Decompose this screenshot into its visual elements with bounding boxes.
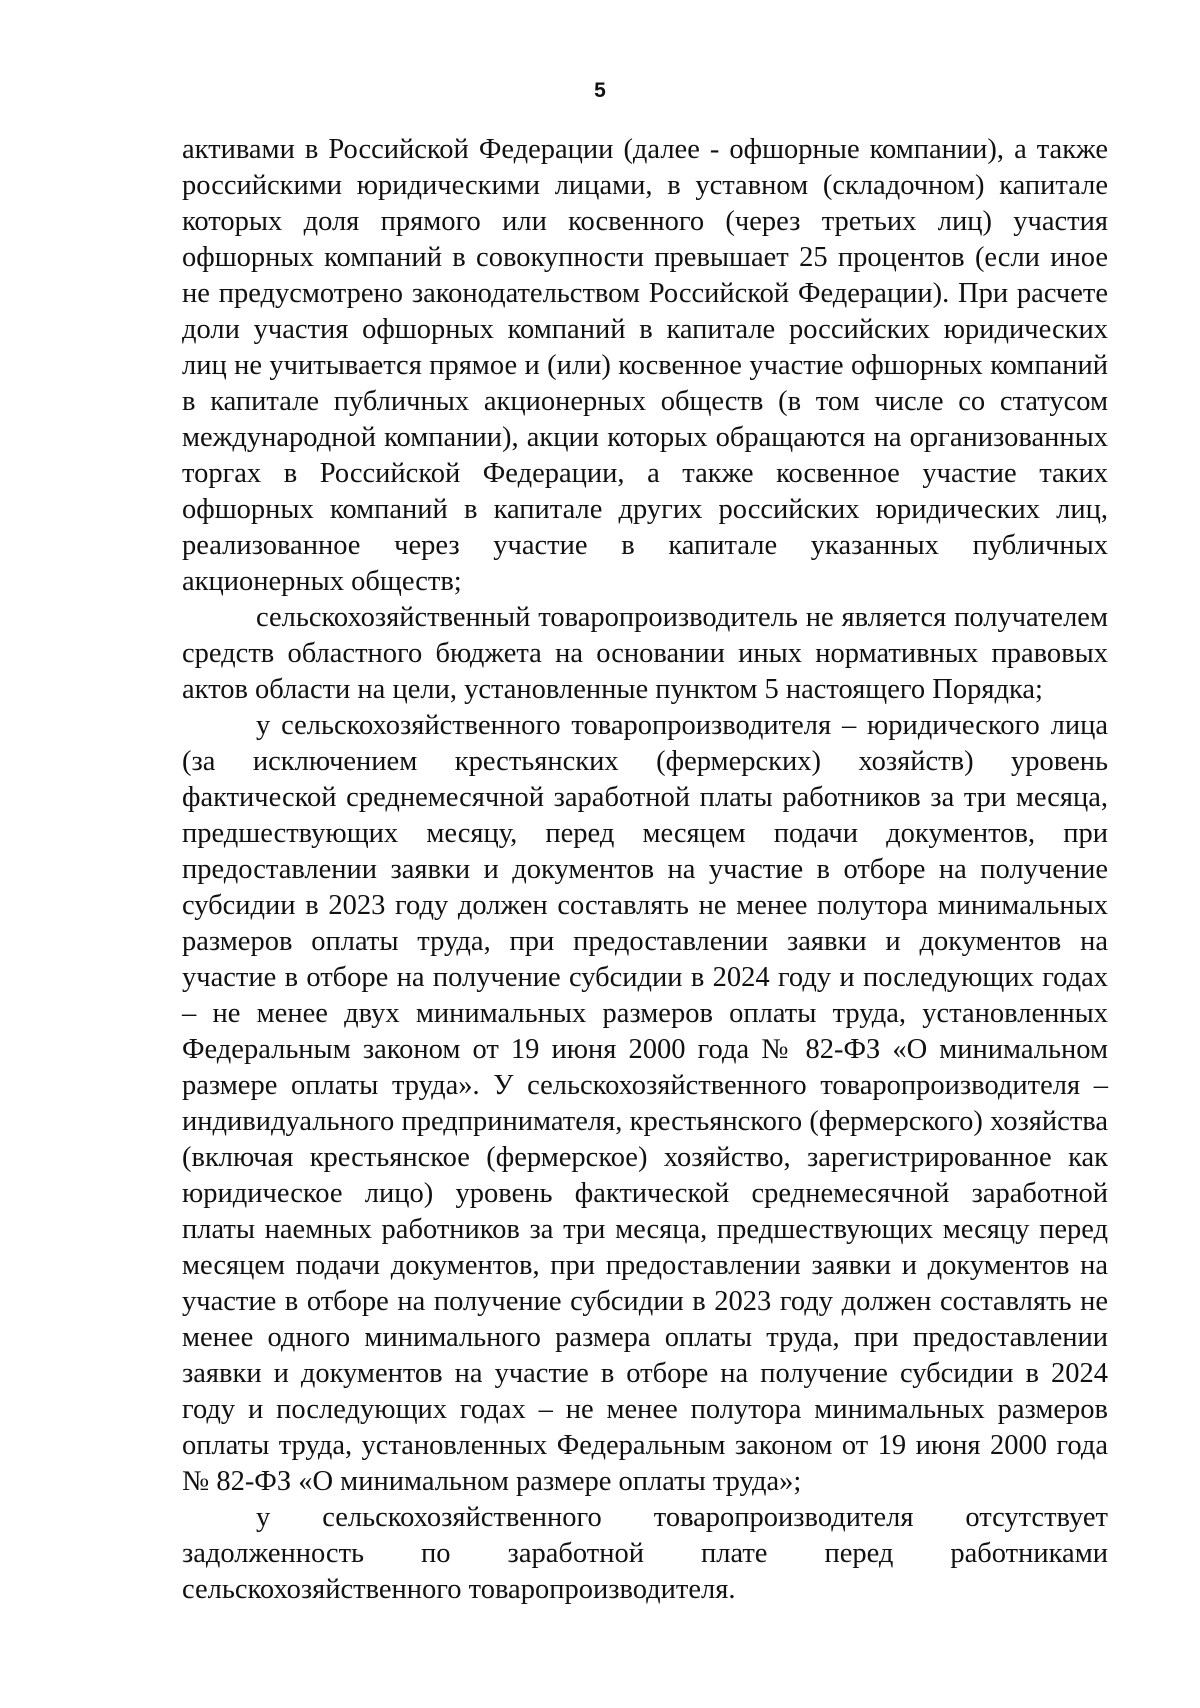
paragraph-not-budget-recipient: сельскохозяйственный товаропроизводитель не является получателем средств областного бюджета на основании иных нормативных правовых актов области на цели, установленные пунктом 5 настоящего Порядка; (182, 602, 1108, 705)
document-body (182, 132, 1108, 1608)
paragraph-no-wage-arrears: у сельскохозяйственного товаропроизводителя отсутствует задолженность по заработной плате перед работниками сельскохозяйственного товаропроизводителя. (182, 1502, 1108, 1605)
paragraph-average-salary-requirement: у сельскохозяйственного товаропроизводителя – юридического лица (за исключением крестьянских (фермерских) хозяйств) уровень фактической среднемесячной заработной платы работников за три месяца, предшествующих месяцу, перед месяцем подачи документов, при предоставлении заявки и документов на участие в отборе на получение субсидии в 2023 году должен составлять не менее полутора минимальных размеров оплаты труда, при предоставлении заявки и документов на участие в отборе на получение субсидии в 2024 году и последующих годах – не менее двух минимальных размеров оплаты труда, установленных Федеральным законом от 19 июня 2000 года № 82-ФЗ «О минимальном размере оплаты труда». У сельскохозяйственного товаропроизводителя – индивидуального предпринимателя, крестьянского (фермерского) хозяйства (включая крестьянское (фермерское) хозяйство, зарегистрированное как юридическое лицо) уровень фактической среднемесячной заработной платы наемных работников за три месяца, предшествующих месяцу перед месяцем подачи документов, при предоставлении заявки и документов на участие в отборе на получение субсидии в 2023 году должен составлять не менее одного минимального размера оплаты труда, при предоставлении заявки и документов на участие в отборе на получение субсидии в 2024 году и последующих годах – не менее полутора минимальных размеров оплаты труда, установленных Федеральным законом от 19 июня 2000 года № 82-ФЗ «О минимальном размере оплаты труда»; (182, 710, 1108, 1497)
paragraph-offshore-companies: активами в Российской Федерации (далее - офшорные компании), а также российскими юридическими лицами, в уставном (складочном) капитале которых доля прямого или косвенного (через третьих лиц) участия офшорных компаний в совокупности превышает 25 процентов (если иное не предусмотрено законодательством Российской Федерации). При расчете доли участия офшорных компаний в капитале российских юридических лиц не учитывается прямое и (или) косвенное участие офшорных компаний в капитале публичных акционерных обществ (в том числе со статусом международной компании), акции которых обращаются на организованных торгах в Российской Федерации, а также косвенное участие таких офшорных компаний в капитале других российских юридических лиц, реализованное через участие в капитале указанных публичных акционерных обществ; (182, 134, 1108, 597)
page-number: 5 (594, 79, 606, 102)
